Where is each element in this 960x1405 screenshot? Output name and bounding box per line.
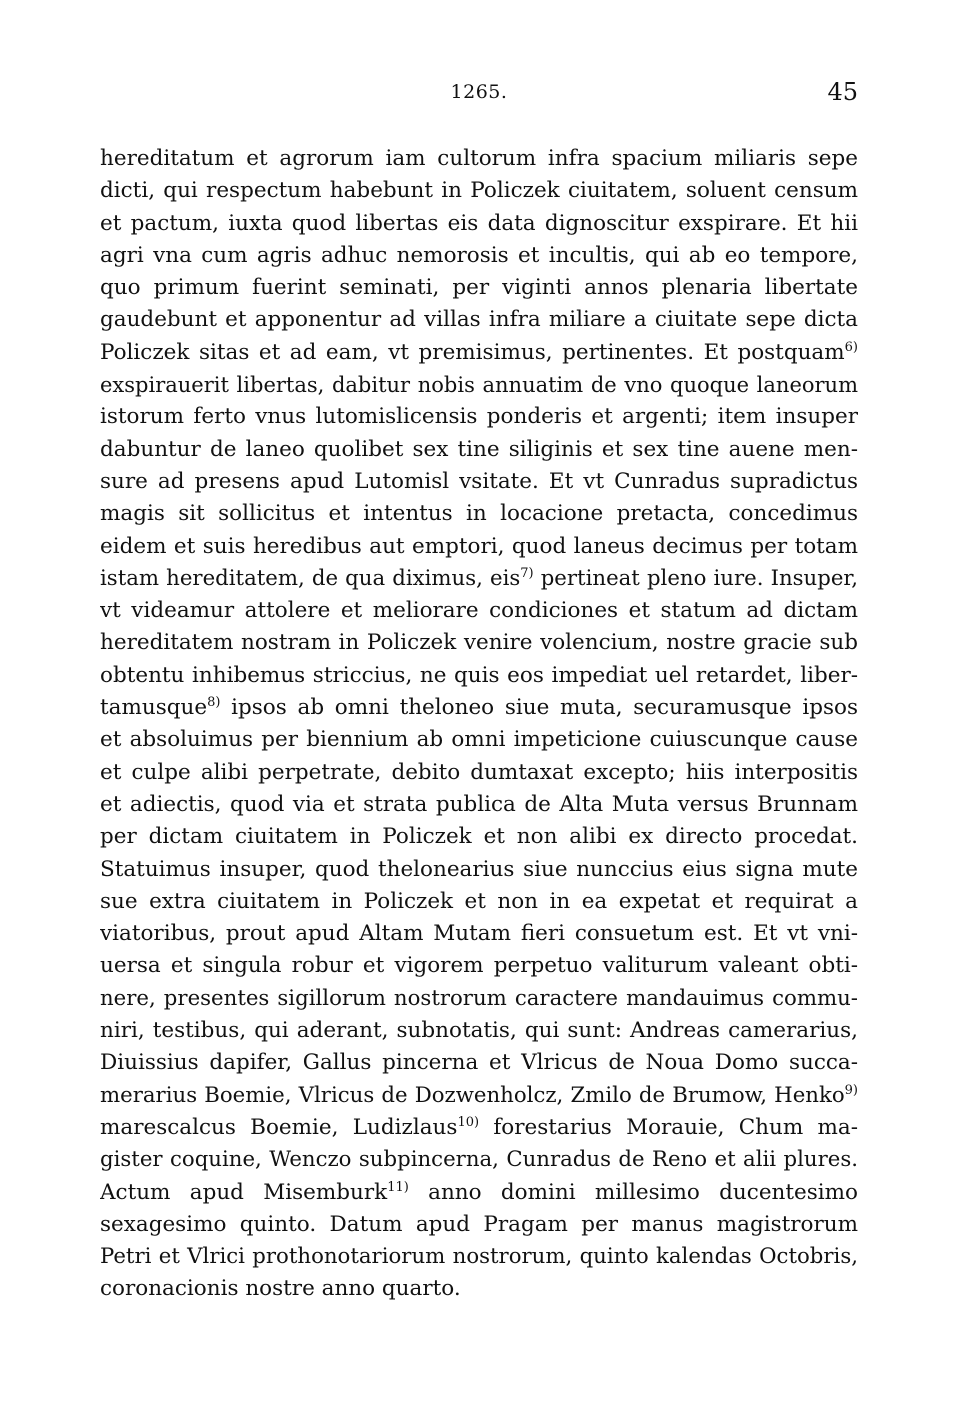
- text-line: istorum ferto vnus lutomislicensis ponderis et argenti; item insuper: [100, 404, 858, 430]
- text-line-start: Policzek sitas et ad eam, vt premisimus, pertinentes. Et postquam: [100, 339, 845, 365]
- text-line: obtentu inhibemus striccius, ne quis eos impediat uel retardet, liber-: [100, 662, 858, 688]
- text-line: [100, 337, 858, 369]
- text-line: agri vna cum agris adhuc nemorosis et incultis, qui ab eo tempore,: [100, 242, 858, 268]
- footnote-ref-7: 7): [520, 565, 534, 581]
- text-line-tail: pertineat pleno iure. Insuper,: [533, 565, 858, 591]
- text-line: vt videamur attolere et meliorare condiciones et statum ad dictam: [100, 598, 858, 624]
- text-line: sexagesimo quinto. Datum apud Pragam per manus magistrorum: [100, 1211, 858, 1237]
- text-line: viatoribus, prout apud Altam Mutam fieri consuetum est. Et vt vni-: [100, 921, 858, 947]
- running-head: [100, 76, 858, 108]
- text-line: niri, testibus, qui aderant, subnotatis, qui sunt: Andreas camerarius,: [100, 1018, 858, 1044]
- text-line: Statuimus insuper, quod thelonearius siue nunccius eius signa mute: [100, 856, 858, 882]
- text-line: coronacionis nostre anno quarto.: [100, 1276, 461, 1302]
- footnote-ref-6: 6): [844, 339, 858, 355]
- text-line-start: marescalcus Boemie, Ludizlaus: [100, 1114, 458, 1140]
- text-line: [100, 1112, 858, 1144]
- text-line: Petri et Vlrici prothonotariorum nostrorum, quinto kalendas Octobris,: [100, 1244, 858, 1270]
- text-line: [100, 1080, 858, 1112]
- text-line: exspirauerit libertas, dabitur nobis annuatim de vno quoque laneorum: [100, 373, 858, 398]
- text-line-tail: anno domini millesimo ducentesimo: [408, 1179, 858, 1205]
- text-line: gaudebunt et apponentur ad villas infra miliare a ciuitate sepe dicta: [100, 307, 858, 333]
- text-line: hereditatum et agrorum iam cultorum infra spacium miliaris sepe: [100, 146, 858, 171]
- header-year: 1265.: [450, 81, 508, 103]
- text-line: quo primum fuerint seminati, per viginti annos plenaria libertate: [100, 275, 858, 301]
- text-line-tail: forestarius Morauie, Chum ma-: [479, 1114, 858, 1140]
- text-line: et absoluimus per biennium ab omni impeticione cuiuscunque cause: [100, 727, 858, 753]
- text-line: nere, presentes sigillorum nostrorum caractere mandauimus commu-: [100, 985, 858, 1011]
- text-line: et adiectis, quod via et strata publica de Alta Muta versus Brunnam: [100, 791, 858, 817]
- text-line-start: merarius Boemie, Vlricus de Dozwenholcz, Zmilo de Brumow, Henko: [100, 1082, 845, 1108]
- text-line: hereditatem nostram in Policzek venire volencium, nostre gracie sub: [100, 630, 858, 656]
- text-line: et pactum, iuxta quod libertas eis data dignoscitur exspirare. Et hii: [100, 210, 858, 236]
- text-line: gister coquine, Wenczo subpincerna, Cunradus de Reno et alii plures.: [100, 1147, 858, 1173]
- footnote-ref-10: 10): [457, 1114, 480, 1130]
- text-line-start: istam hereditatem, de qua diximus, eis: [100, 565, 521, 591]
- text-line: per dictam ciuitatem in Policzek et non alibi ex directo procedat.: [100, 824, 858, 850]
- text-line: Diuissius dapifer, Gallus pincerna et Vlricus de Noua Domo succa-: [100, 1050, 858, 1076]
- text-line: magis sit sollicitus et intentus in locacione pretacta, concedimus: [100, 501, 858, 527]
- text-line: sure ad presens apud Lutomisl vsitate. Et vt Cunradus supradictus: [100, 468, 858, 494]
- text-line: dabuntur de laneo quolibet sex tine siliginis et sex tine auene men-: [100, 436, 858, 462]
- text-line: [100, 692, 858, 724]
- text-line: et culpe alibi perpetrate, debito dumtaxat excepto; hiis interpositis: [100, 759, 858, 785]
- footnote-ref-11: 11): [387, 1179, 409, 1195]
- text-line: sue extra ciuitatem in Policzek et non in ea expetat et requirat a: [100, 888, 858, 914]
- text-line-start: Actum apud Misemburk: [100, 1179, 388, 1205]
- text-line: eidem et suis heredibus aut emptori, quod laneus decimus per totam: [100, 533, 858, 559]
- text-line: dicti, qui respectum habebunt in Policzek ciuitatem, soluent censum: [100, 178, 858, 204]
- footnote-ref-9: 9): [844, 1082, 858, 1098]
- text-line-tail: ipsos ab omni theloneo siue muta, securamusque ipsos: [220, 695, 858, 721]
- page-number: 45: [827, 78, 858, 106]
- footnote-ref-8: 8): [207, 695, 221, 711]
- text-line: [100, 563, 858, 595]
- text-line: [100, 1177, 858, 1209]
- text-line: uersa et singula robur et vigorem perpetuo valiturum valeant obti-: [100, 953, 858, 979]
- charter-text: [100, 143, 858, 1306]
- text-line-start: tamusque: [100, 695, 208, 721]
